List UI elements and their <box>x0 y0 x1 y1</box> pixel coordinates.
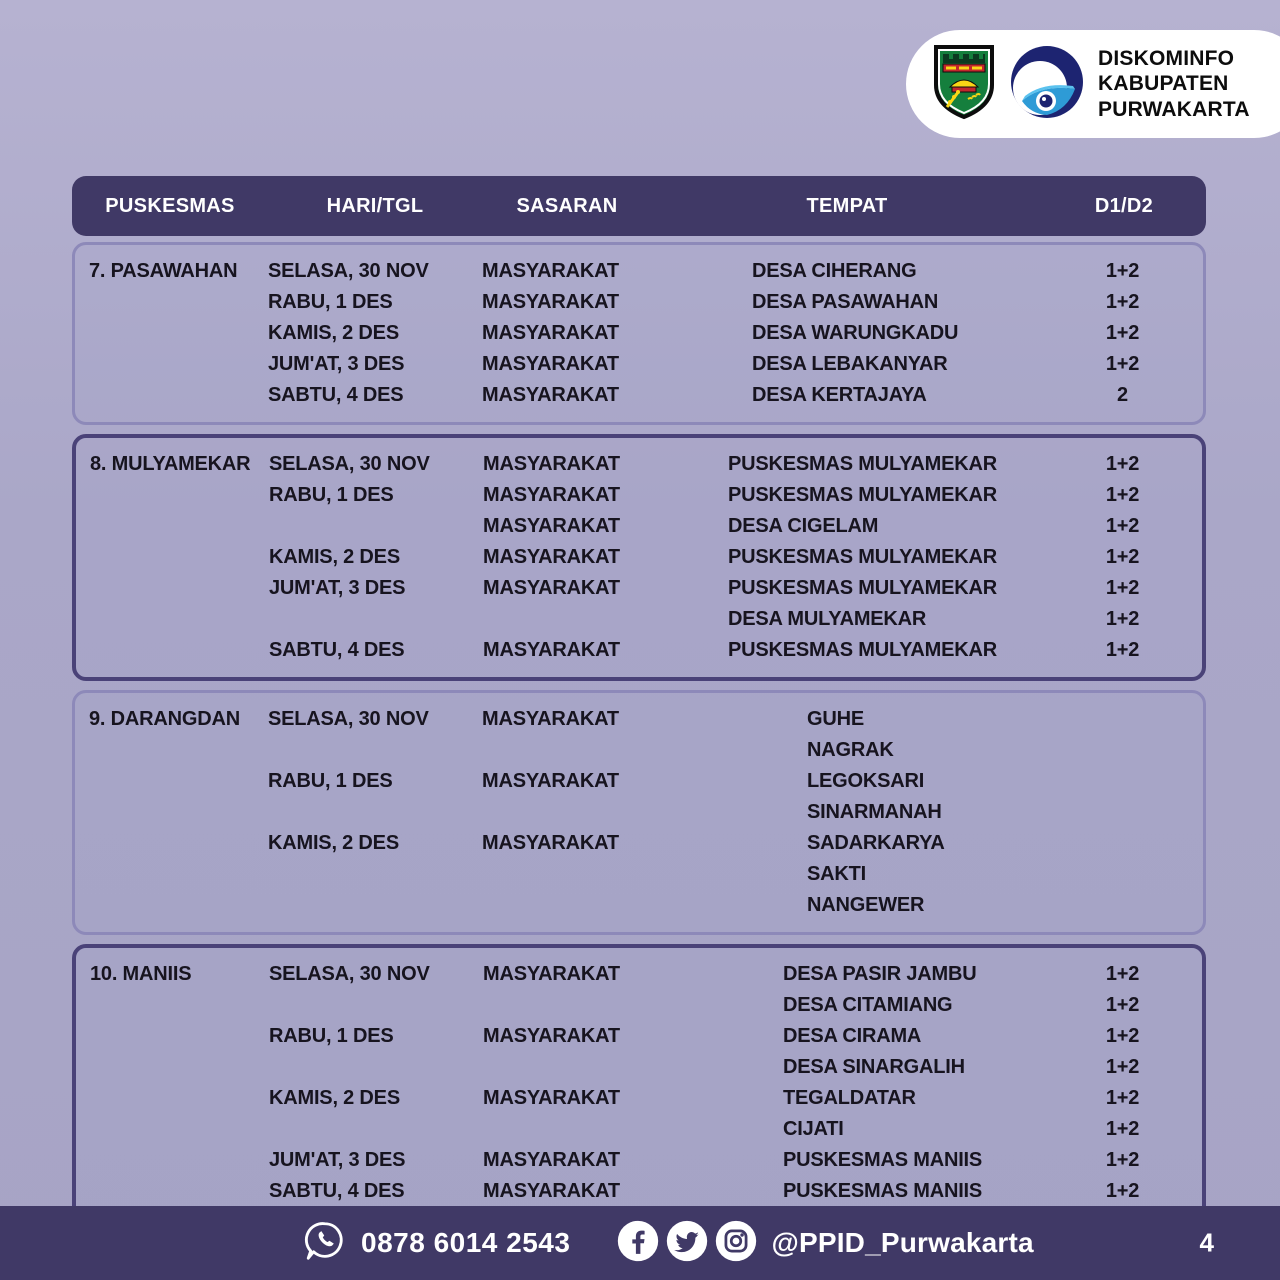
cell-tempat: PUSKESMAS MANIIS <box>783 1149 983 1171</box>
kominfo-wave-icon <box>1009 44 1085 125</box>
cell-dose: 1+2 <box>1105 608 1140 630</box>
cell-tempat: LEGOKSARI <box>807 770 925 792</box>
cell-hari: SELASA, 30 NOV <box>269 453 430 475</box>
table-row <box>76 1083 1202 1114</box>
cell-tempat: TEGALDATAR <box>783 1087 916 1109</box>
cell-tempat: PUSKESMAS MULYAMEKAR <box>728 546 998 568</box>
cell-hari: RABU, 1 DES <box>268 291 393 313</box>
cell-hari: SELASA, 30 NOV <box>268 708 429 730</box>
table-row <box>76 1052 1202 1083</box>
cell-puskesmas: 7. PASAWAHAN <box>89 260 238 282</box>
table-row <box>75 704 1203 735</box>
twitter-icon <box>665 1219 709 1268</box>
cell-dose: 1+2 <box>1105 1180 1140 1202</box>
cell-sasaran: MASYARAKAT <box>483 546 620 568</box>
table-row <box>76 480 1202 511</box>
table-row <box>76 604 1202 635</box>
table-row <box>75 859 1203 890</box>
cell-hari: SABTU, 4 DES <box>268 384 404 406</box>
table-row <box>76 511 1202 542</box>
cell-hari: SABTU, 4 DES <box>269 1180 405 1202</box>
cell-tempat: DESA SINARGALIH <box>783 1056 965 1078</box>
cell-sasaran: MASYARAKAT <box>482 260 619 282</box>
cell-sasaran: MASYARAKAT <box>483 963 620 985</box>
cell-tempat: DESA PASIR JAMBU <box>783 963 977 985</box>
cell-tempat: GUHE <box>807 708 864 730</box>
cell-hari: KAMIS, 2 DES <box>269 546 400 568</box>
cell-tempat: DESA MULYAMEKAR <box>728 608 927 630</box>
cell-sasaran: MASYARAKAT <box>483 639 620 661</box>
logo-text <box>1098 46 1250 123</box>
header-tempat: TEMPAT <box>806 194 888 217</box>
table-row <box>76 990 1202 1021</box>
cell-dose: 1+2 <box>1105 453 1140 475</box>
cell-hari: SELASA, 30 NOV <box>269 963 430 985</box>
cell-dose: 1+2 <box>1105 963 1140 985</box>
cell-dose: 1+2 <box>1105 291 1140 313</box>
cell-tempat: DESA CIRAMA <box>783 1025 922 1047</box>
cell-tempat: SAKTI <box>807 863 867 885</box>
cell-dose: 1+2 <box>1105 546 1140 568</box>
facebook-icon <box>616 1219 660 1268</box>
cell-tempat: PUSKESMAS MULYAMEKAR <box>728 577 998 599</box>
cell-tempat: SADARKARYA <box>807 832 945 854</box>
cell-sasaran: MASYARAKAT <box>483 1149 620 1171</box>
cell-tempat: DESA CIHERANG <box>752 260 917 282</box>
cell-sasaran: MASYARAKAT <box>483 1087 620 1109</box>
cell-hari: RABU, 1 DES <box>269 484 394 506</box>
header-puskesmas: PUSKESMAS <box>105 194 235 217</box>
cell-dose: 1+2 <box>1105 515 1140 537</box>
cell-hari: KAMIS, 2 DES <box>268 322 399 344</box>
cell-sasaran: MASYARAKAT <box>482 832 619 854</box>
table-row <box>75 318 1203 349</box>
table-row <box>76 1021 1202 1052</box>
table-row <box>76 1176 1202 1207</box>
cell-sasaran: MASYARAKAT <box>483 1025 620 1047</box>
logo-line-3: PURWAKARTA <box>1098 97 1250 121</box>
table-row <box>75 287 1203 318</box>
table-row <box>76 1114 1202 1145</box>
cell-dose: 1+2 <box>1105 1149 1140 1171</box>
footer-handle: @PPID_Purwakarta <box>771 1227 1034 1258</box>
cell-hari: JUM'AT, 3 DES <box>268 353 405 375</box>
cell-sasaran: MASYARAKAT <box>482 708 619 730</box>
header-hari-tgl: HARI/TGL <box>326 194 424 217</box>
social-icons <box>616 1219 758 1268</box>
table-row <box>75 380 1203 411</box>
cell-dose: 1+2 <box>1105 994 1140 1016</box>
cell-tempat: DESA WARUNGKADU <box>752 322 959 344</box>
cell-tempat: NAGRAK <box>807 739 894 761</box>
table-header <box>72 176 1206 236</box>
table-row <box>76 959 1202 990</box>
table-row <box>76 449 1202 480</box>
instagram-icon <box>714 1219 758 1268</box>
cell-dose: 1+2 <box>1105 1056 1140 1078</box>
logo-line-2: KABUPATEN <box>1098 72 1229 96</box>
cell-tempat: PUSKESMAS MULYAMEKAR <box>728 639 998 661</box>
header-sasaran: SASARAN <box>516 194 618 217</box>
cell-tempat: CIJATI <box>783 1118 844 1140</box>
cell-dose: 1+2 <box>1105 484 1140 506</box>
table-row <box>75 349 1203 380</box>
whatsapp-icon <box>302 1218 348 1269</box>
cell-tempat: DESA CIGELAM <box>728 515 879 537</box>
cell-sasaran: MASYARAKAT <box>482 770 619 792</box>
cell-tempat: PUSKESMAS MANIIS <box>783 1180 983 1202</box>
cell-sasaran: MASYARAKAT <box>483 1180 620 1202</box>
page-number: 4 <box>1199 1227 1214 1258</box>
table-row <box>76 635 1202 666</box>
cell-dose: 2 <box>1117 384 1128 406</box>
table-row <box>75 828 1203 859</box>
footer-phone: 0878 6014 2543 <box>361 1227 571 1258</box>
cell-sasaran: MASYARAKAT <box>482 322 619 344</box>
cell-tempat: DESA CITAMIANG <box>783 994 953 1016</box>
cell-tempat: DESA KERTAJAYA <box>752 384 927 406</box>
cell-sasaran: MASYARAKAT <box>483 515 620 537</box>
table-row <box>75 890 1203 921</box>
table-row <box>75 797 1203 828</box>
logo-line-1: DISKOMINFO <box>1098 46 1235 70</box>
cell-hari: KAMIS, 2 DES <box>268 832 399 854</box>
cell-sasaran: MASYARAKAT <box>482 291 619 313</box>
footer <box>0 1206 1280 1280</box>
cell-dose: 1+2 <box>1105 260 1140 282</box>
footer-contact <box>302 1206 1034 1280</box>
cell-dose: 1+2 <box>1105 353 1140 375</box>
cell-sasaran: MASYARAKAT <box>483 577 620 599</box>
cell-hari: SELASA, 30 NOV <box>268 260 429 282</box>
cell-sasaran: MASYARAKAT <box>483 453 620 475</box>
cell-tempat: PUSKESMAS MULYAMEKAR <box>728 484 998 506</box>
cell-tempat: DESA PASAWAHAN <box>752 291 939 313</box>
cell-sasaran: MASYARAKAT <box>482 384 619 406</box>
cell-tempat: PUSKESMAS MULYAMEKAR <box>728 453 998 475</box>
cell-tempat: NANGEWER <box>807 894 925 916</box>
section-maniis <box>72 944 1206 1222</box>
cell-hari: RABU, 1 DES <box>268 770 393 792</box>
cell-tempat: DESA LEBAKANYAR <box>752 353 948 375</box>
table-row <box>75 735 1203 766</box>
header-d1-d2: D1/D2 <box>1094 194 1154 217</box>
cell-hari: JUM'AT, 3 DES <box>269 1149 406 1171</box>
cell-puskesmas: 10. MANIIS <box>90 963 192 985</box>
cell-hari: RABU, 1 DES <box>269 1025 394 1047</box>
table-row <box>76 542 1202 573</box>
cell-dose: 1+2 <box>1105 577 1140 599</box>
purwakarta-regency-crest-icon <box>932 43 996 126</box>
table-row <box>75 256 1203 287</box>
table-body <box>72 242 1206 1222</box>
cell-puskesmas: 9. DARANGDAN <box>89 708 240 730</box>
section-mulyamekar <box>72 434 1206 681</box>
cell-dose: 1+2 <box>1105 1118 1140 1140</box>
table-row <box>76 1145 1202 1176</box>
cell-hari: JUM'AT, 3 DES <box>269 577 406 599</box>
cell-dose: 1+2 <box>1105 1025 1140 1047</box>
section-darangdan <box>72 690 1206 935</box>
cell-dose: 1+2 <box>1105 1087 1140 1109</box>
cell-puskesmas: 8. MULYAMEKAR <box>90 453 251 475</box>
table-row <box>76 573 1202 604</box>
table-row <box>75 766 1203 797</box>
cell-hari: SABTU, 4 DES <box>269 639 405 661</box>
cell-dose: 1+2 <box>1105 639 1140 661</box>
cell-hari: KAMIS, 2 DES <box>269 1087 400 1109</box>
logo-pill <box>906 30 1280 138</box>
section-pasawahan <box>72 242 1206 425</box>
cell-dose: 1+2 <box>1105 322 1140 344</box>
cell-sasaran: MASYARAKAT <box>482 353 619 375</box>
cell-tempat: SINARMANAH <box>807 801 942 823</box>
cell-sasaran: MASYARAKAT <box>483 484 620 506</box>
